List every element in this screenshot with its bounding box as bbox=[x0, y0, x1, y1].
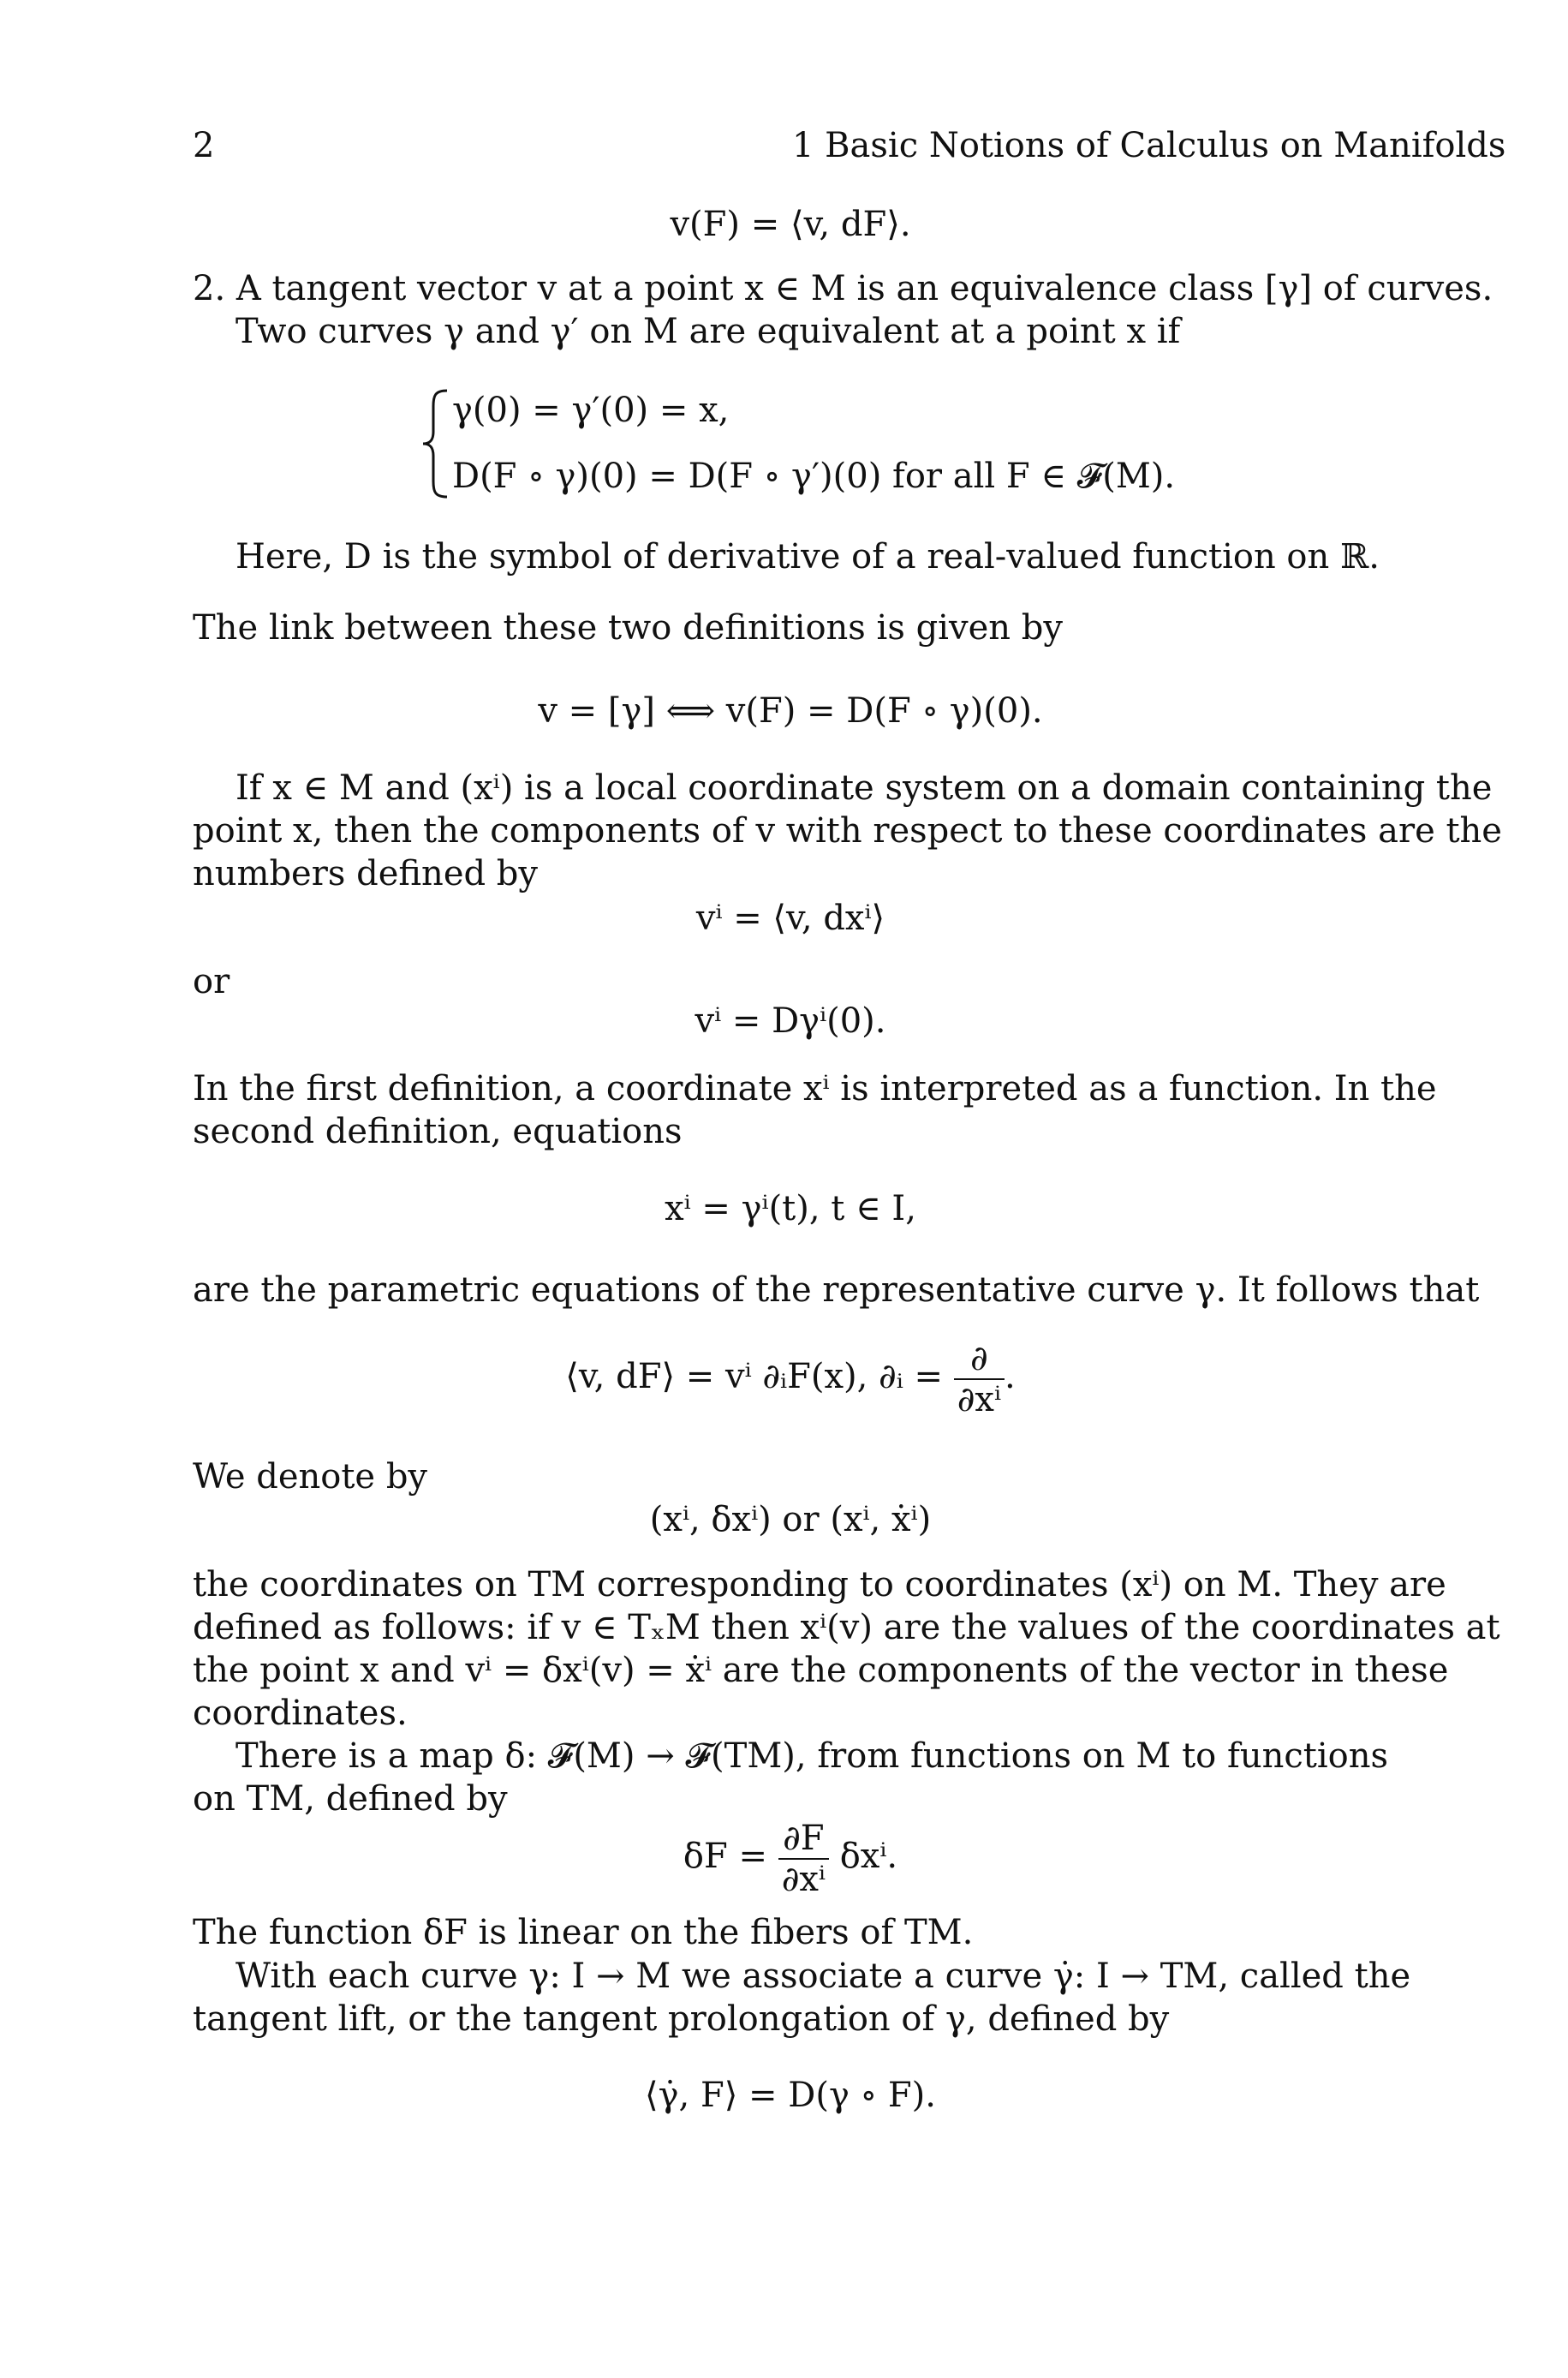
fraction-partial bbox=[954, 1339, 1005, 1419]
paragraph-2-line-1: In the first definition, a coordinate xⁱ is interpreted as a function. In the bbox=[193, 1069, 1437, 1108]
equation-coordinates: (xⁱ, δxⁱ) or (xⁱ, ẋⁱ) bbox=[649, 1500, 932, 1539]
fraction-numerator: ∂F bbox=[783, 1819, 825, 1858]
equation-vi-2: vⁱ = Dγⁱ(0). bbox=[695, 1001, 886, 1041]
equation-dF bbox=[193, 1329, 1388, 1424]
paragraph-4-line-3: the point x and vⁱ = δxⁱ(v) = ẋⁱ are the components of the vector in these bbox=[193, 1651, 1449, 1690]
equation-deltaF-left: δF = bbox=[683, 1837, 767, 1876]
running-title: 1 Basic Notions of Calculus on Manifolds bbox=[792, 126, 1506, 165]
paragraph-6-line-1: With each curve γ: I → M we associate a curve γ̇: I → TM, called the bbox=[235, 1957, 1411, 1996]
link-line: The link between these two definitions is given by bbox=[193, 608, 1063, 648]
paragraph-6-line-2: tangent lift, or the tangent prolongation of γ, defined by bbox=[193, 1999, 1170, 2039]
fraction-dF-dxi bbox=[778, 1819, 829, 1899]
fraction-numerator: ∂ bbox=[970, 1339, 988, 1378]
or-word: or bbox=[193, 962, 230, 1001]
equation-link: v = [γ] ⟺ v(F) = D(F ∘ γ)(0). bbox=[538, 691, 1043, 731]
equation-dF-left: ⟨v, dF⟩ = vⁱ ∂ᵢF(x), ∂ᵢ = bbox=[565, 1357, 944, 1396]
fraction-denominator: ∂xⁱ bbox=[778, 1858, 829, 1899]
equation-deltaF bbox=[193, 1809, 1388, 1903]
paragraph-3-line-1: are the parametric equations of the representative curve γ. It follows that bbox=[193, 1270, 1480, 1310]
here-line: Here, D is the symbol of derivative of a real-valued function on ℝ. bbox=[235, 537, 1380, 577]
equation-vF: v(F) = ⟨v, dF⟩. bbox=[670, 205, 911, 244]
fraction-denominator: ∂xⁱ bbox=[954, 1378, 1005, 1419]
equation-dF-end: . bbox=[1005, 1357, 1016, 1396]
function-linear-line: The function δF is linear on the fibers of TM. bbox=[193, 1913, 974, 1952]
paragraph-1-line-2: point x, then the components of v with respect to these coordinates are the bbox=[193, 811, 1502, 851]
left-brace-icon bbox=[418, 387, 452, 500]
paragraph-4-line-1: the coordinates on TM corresponding to coordinates (xⁱ) on M. They are bbox=[193, 1565, 1446, 1604]
paragraph-5-line-1: There is a map δ: 𝓕(M) → 𝓕(TM), from functions on M to functions bbox=[235, 1736, 1388, 1776]
paragraph-1-line-1: If x ∈ M and (xⁱ) is a local coordinate system on a domain containing the bbox=[235, 768, 1493, 808]
paragraph-5-line-2: on TM, defined by bbox=[193, 1779, 508, 1819]
paragraph-4-line-2: defined as follows: if v ∈ TₓM then xⁱ(v) are the values of the coordinates at bbox=[193, 1608, 1500, 1647]
system-equation-2: D(F ∘ γ)(0) = D(F ∘ γ′)(0) for all F ∈ 𝓕(M). bbox=[452, 457, 1176, 496]
item-2-line-2: Two curves γ and γ′ on M are equivalent at a point x if bbox=[235, 312, 1181, 351]
paragraph-2-line-2: second definition, equations bbox=[193, 1112, 683, 1151]
system-equation-1: γ(0) = γ′(0) = x, bbox=[452, 391, 730, 430]
equation-parametric: xⁱ = γⁱ(t), t ∈ I, bbox=[665, 1189, 916, 1228]
equation-deltaF-right: δxⁱ. bbox=[839, 1837, 898, 1876]
denote-line: We denote by bbox=[193, 1457, 428, 1497]
paragraph-1-line-3: numbers defined by bbox=[193, 854, 539, 893]
equation-tangent-lift: ⟨γ̇, F⟩ = D(γ ∘ F). bbox=[645, 2076, 936, 2115]
item-2-line-1: 2. A tangent vector v at a point x ∈ M is an equivalence class [γ] of curves. bbox=[193, 269, 1493, 308]
equation-vi-1: vⁱ = ⟨v, dxⁱ⟩ bbox=[695, 899, 885, 938]
page-number: 2 bbox=[193, 126, 215, 165]
paragraph-4-line-4: coordinates. bbox=[193, 1694, 408, 1733]
